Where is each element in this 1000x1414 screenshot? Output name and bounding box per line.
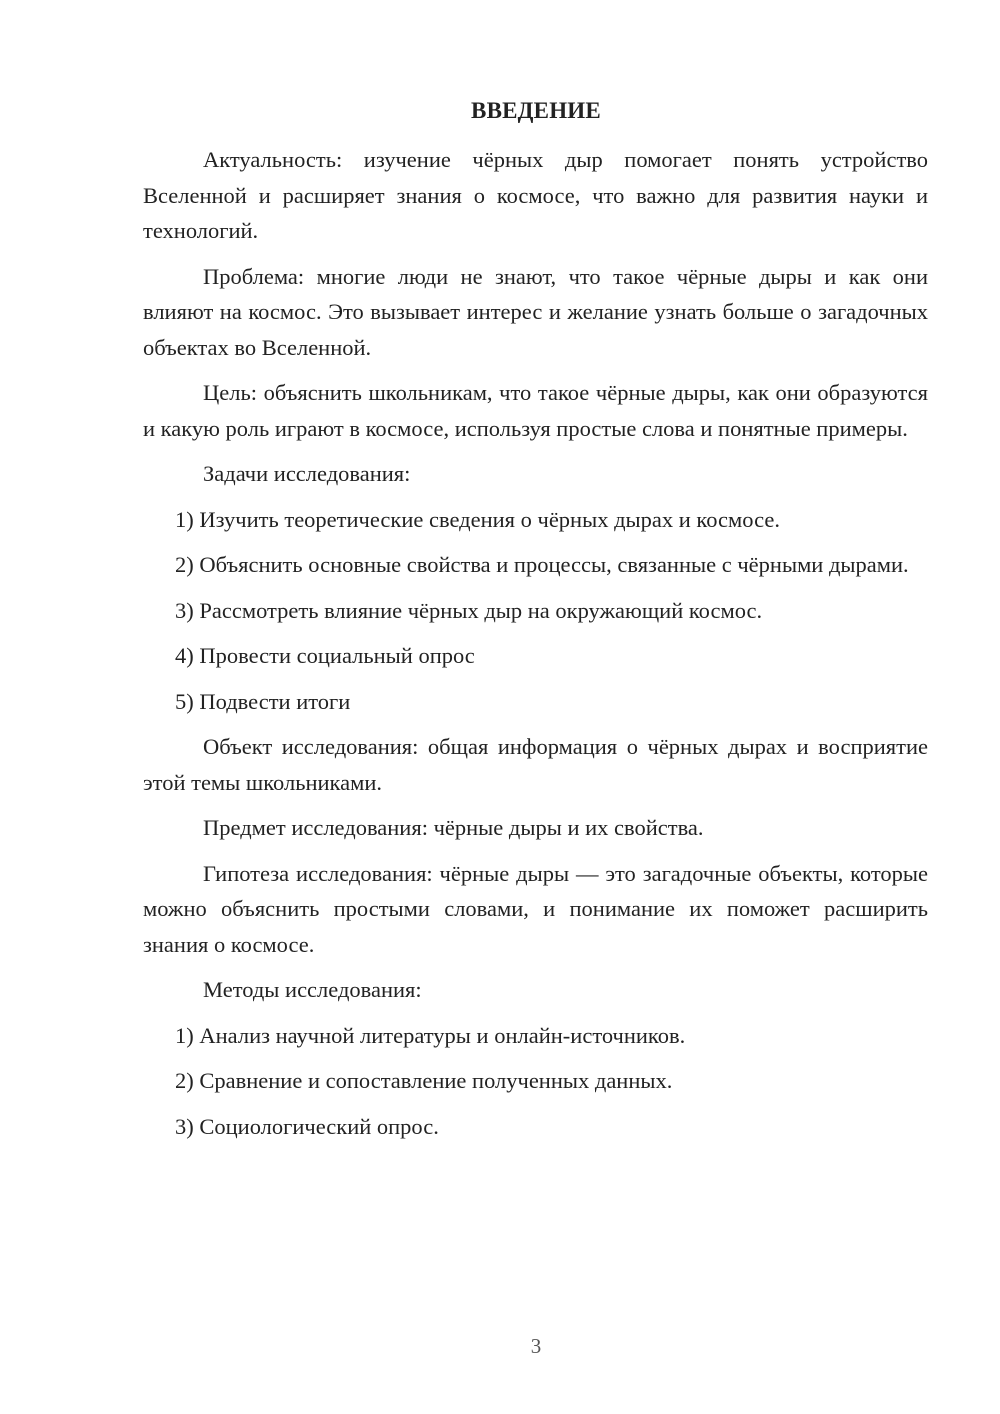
list-item-method-1: 1) Анализ научной литературы и онлайн-источников. — [175, 1022, 686, 1048]
paragraph-methods-heading: Методы исследования: — [203, 977, 422, 1002]
paragraph-goal: Цель: объяснить школьникам, что такое чёрные дыры, как они образуются и какую роль играют в космосе, используя простые слова и понятные примеры. — [143, 380, 928, 441]
section-heading: ВВЕДЕНИЕ — [471, 98, 601, 123]
paragraph-problem: Проблема: многие люди не знают, что такое чёрные дыры и как они влияют на космос. Это вызывает интерес и желание узнать больше о загадочных объектах во Вселенной. — [143, 263, 928, 360]
paragraph-subject: Предмет исследования: чёрные дыры и их свойства. — [203, 815, 704, 840]
list-item-task-4: 4) Провести социальный опрос — [175, 643, 475, 668]
page-number: 3 — [530, 1334, 542, 1358]
paragraph-hypothesis: Гипотеза исследования: чёрные дыры — это загадочные объекты, которые можно объяснить простыми словами, и понимание их поможет расширить знания о космосе. — [143, 860, 928, 957]
list-item-method-3: 3) Социологический опрос. — [175, 1113, 439, 1139]
list-item-task-3: 3) Рассмотреть влияние чёрных дыр на окружающий космос. — [175, 597, 763, 623]
paragraph-tasks-heading: Задачи исследования: — [203, 461, 411, 486]
list-item-task-2: 2) Объяснить основные свойства и процессы, связанные с чёрными дырами. — [175, 552, 909, 577]
document-body — [143, 142, 928, 1154]
paragraph-object: Объект исследования: общая информация о чёрных дырах и восприятие этой темы школьниками. — [143, 734, 928, 795]
list-item-task-5: 5) Подвести итоги — [175, 688, 351, 714]
list-item-method-2: 2) Сравнение и сопоставление полученных данных. — [175, 1068, 673, 1093]
paragraph-relevance: Актуальность: изучение чёрных дыр помогает понять устройство Вселенной и расширяет знания о космосе, что важно для развития науки и технологий. — [143, 147, 928, 243]
list-item-task-1: 1) Изучить теоретические сведения о чёрных дырах и космосе. — [175, 506, 780, 532]
